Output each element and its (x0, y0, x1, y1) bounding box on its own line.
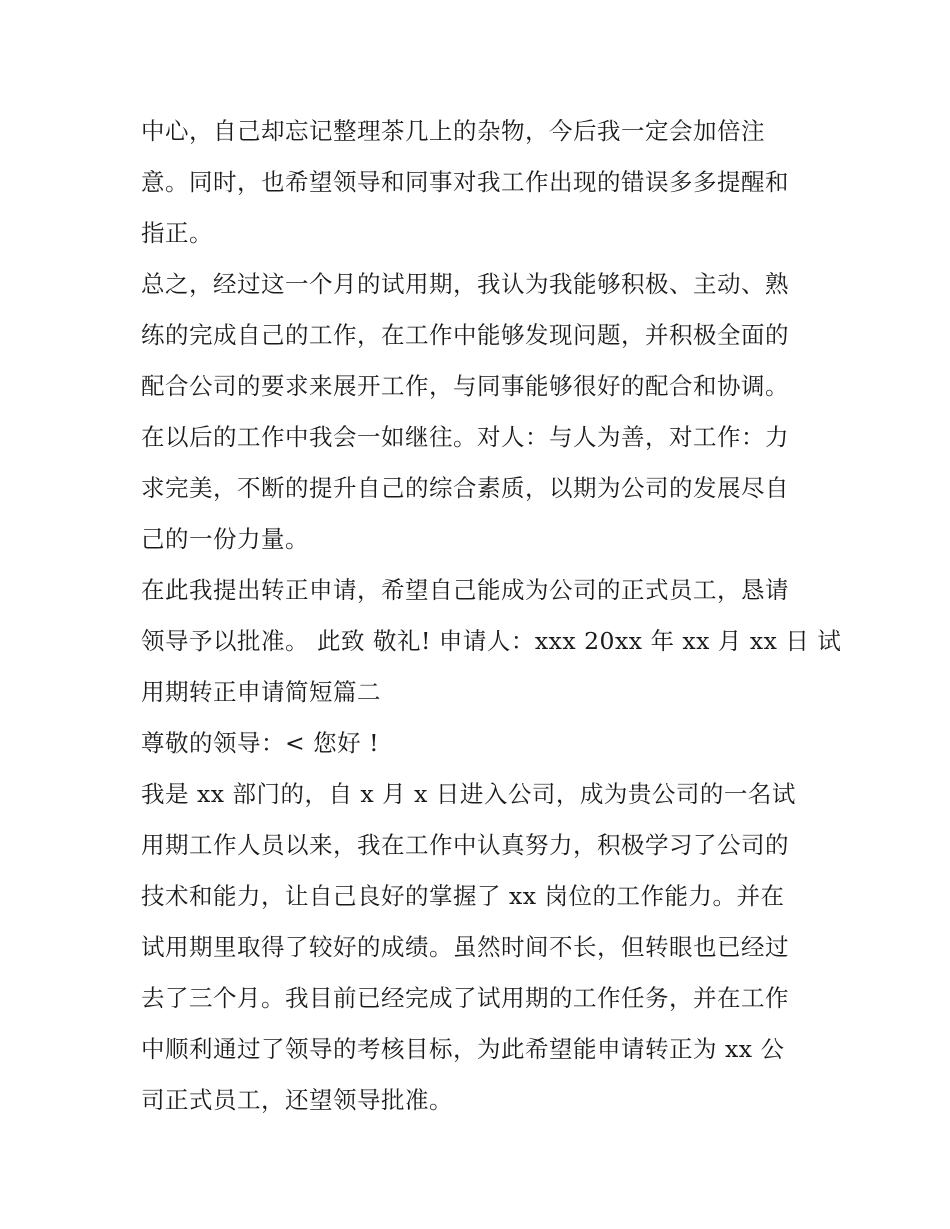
text-line: 中顺利通过了领导的考核目标，为此希望能申请转正为 xx 公 (141, 1035, 785, 1063)
section-title: 用期转正申请简短篇二 (141, 678, 381, 706)
text-line: 中心，自己却忘记整理茶几上的杂物，今后我一定会加倍注 (141, 117, 765, 145)
text-line: 去了三个月。我目前已经完成了试用期的工作任务，并在工作 (141, 984, 789, 1012)
text-line: 己的一份力量。 (141, 525, 309, 553)
text-line: 在此我提出转正申请，希望自己能成为公司的正式员工，恳请 (141, 576, 789, 604)
text-line: 领导予以批准。 此致 敬礼! 申请人：xxx 20xx 年 xx 月 xx 日 试 (141, 627, 842, 655)
text-line: 指正。 (141, 219, 213, 247)
text-line: 在以后的工作中我会一如继往。对人：与人为善，对工作：力 (141, 423, 789, 451)
salutation: 尊敬的领导：< 您好 ! (141, 729, 380, 757)
text-line: 求完美，不断的提升自己的综合素质，以期为公司的发展尽自 (141, 474, 789, 502)
text-line: 配合公司的要求来展开工作，与同事能够很好的配合和协调。 (141, 372, 789, 400)
text-line: 用期工作人员以来，我在工作中认真努力，积极学习了公司的 (141, 831, 789, 859)
document-body (141, 111, 842, 1131)
text-line: 总之，经过这一个月的试用期，我认为我能够积极、主动、熟 (141, 270, 789, 298)
text-line: 我是 xx 部门的，自 x 月 x 日进入公司，成为贵公司的一名试 (141, 780, 796, 808)
text-line: 技术和能力，让自己良好的掌握了 xx 岗位的工作能力。并在 (141, 882, 785, 910)
text-line: 试用期里取得了较好的成绩。虽然时间不长，但转眼也已经过 (141, 933, 789, 961)
text-line: 练的完成自己的工作，在工作中能够发现问题，并积极全面的 (141, 321, 789, 349)
text-line: 意。同时，也希望领导和同事对我工作出现的错误多多提醒和 (141, 168, 789, 196)
text-line: 司正式员工，还望领导批准。 (141, 1086, 453, 1114)
